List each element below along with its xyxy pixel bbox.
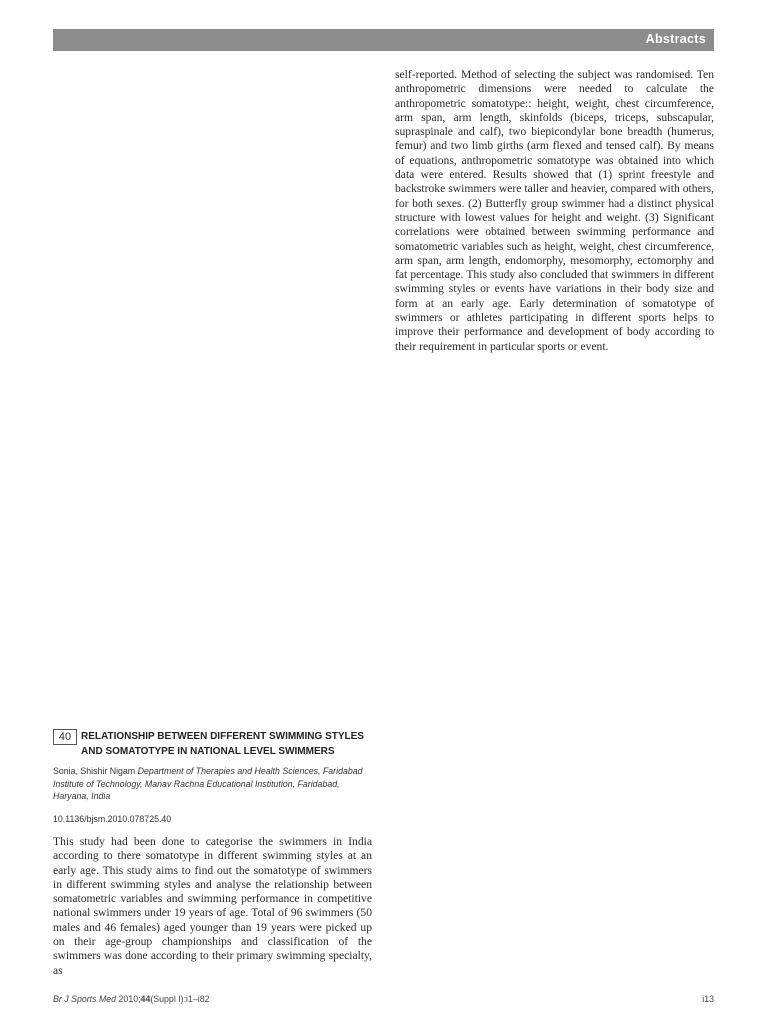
citation-year: 2010; [118,994,141,1004]
footer-citation [53,994,210,1004]
citation-issue-pages: (Suppl I):i1–i82 [150,994,210,1004]
abstract-body: This study had been done to categorise the swimmers in India according to there somatotype in different swimming styles at an early age. This study aims to find out the somatotype of swimmers in different swimming styles and analyse the relationship between somatometric variables and swimming performance in competitive national swimmers under 19 years of age. Total of 96 swimmers (50 males and 46 females) aged younger than 19 years were picked up on their age-group championships and classification of the swimmers was done according to their primary swimming specialty, as [53,835,372,977]
author-block [53,765,372,803]
continued-abstract-text: self-reported. Method of selecting the subject was randomised. Ten anthropometric dimensions were needed to calculate the anthropometric somatotype:: height, weight, chest circumference, arm span, arm length, skinfolds (biceps, triceps, subscapular, supraspinale and calf), two biepicondylar bone breadth (humerus, femur) and two limb girths (arm flexed and tensed calf). By means of equations, anthropometric somatotype was obtained into which data were entered. Results showed that (1) sprint freestyle and backstroke swimmers were taller and heavier, compared with others, for both sexes. (2) Butterfly group swimmer had a distinct physical structure with lowest values for height and weight. (3) Significant correlations were obtained between swimming performance and somatometric variables such as height, weight, chest circumference, arm span, arm length, endomorphy, mesomorphy, ectomorphy and fat percentage. This study also concluded that swimmers in different swimming styles or events have variations in their body size and form at an early age. Early determination of somatotype of swimmers or athletes participating in different sports helps to improve their performance and development of body according to their requirement in particular sports or event. [395,68,714,353]
section-header-bar [53,29,714,51]
section-label: Abstracts [645,32,706,46]
doi: 10.1136/bjsm.2010.078725.40 [53,814,172,824]
abstract-number-box: 40 [53,729,77,745]
citation-volume: 44 [140,994,151,1004]
author-names: Sonia, Shishir Nigam [53,766,136,776]
abstract-title: RELATIONSHIP BETWEEN DIFFERENT SWIMMING STYLES AND SOMATOTYPE IN NATIONAL LEVEL SWIMMERS [81,731,364,757]
journal-name: Br J Sports Med [53,994,117,1004]
page-number: i13 [702,994,714,1004]
author-affiliation: Department of Therapies and Health Sciences, Faridabad Institute of Technology, Manav Rachna Educational Institution, Faridabad, Haryana, India [53,766,363,801]
